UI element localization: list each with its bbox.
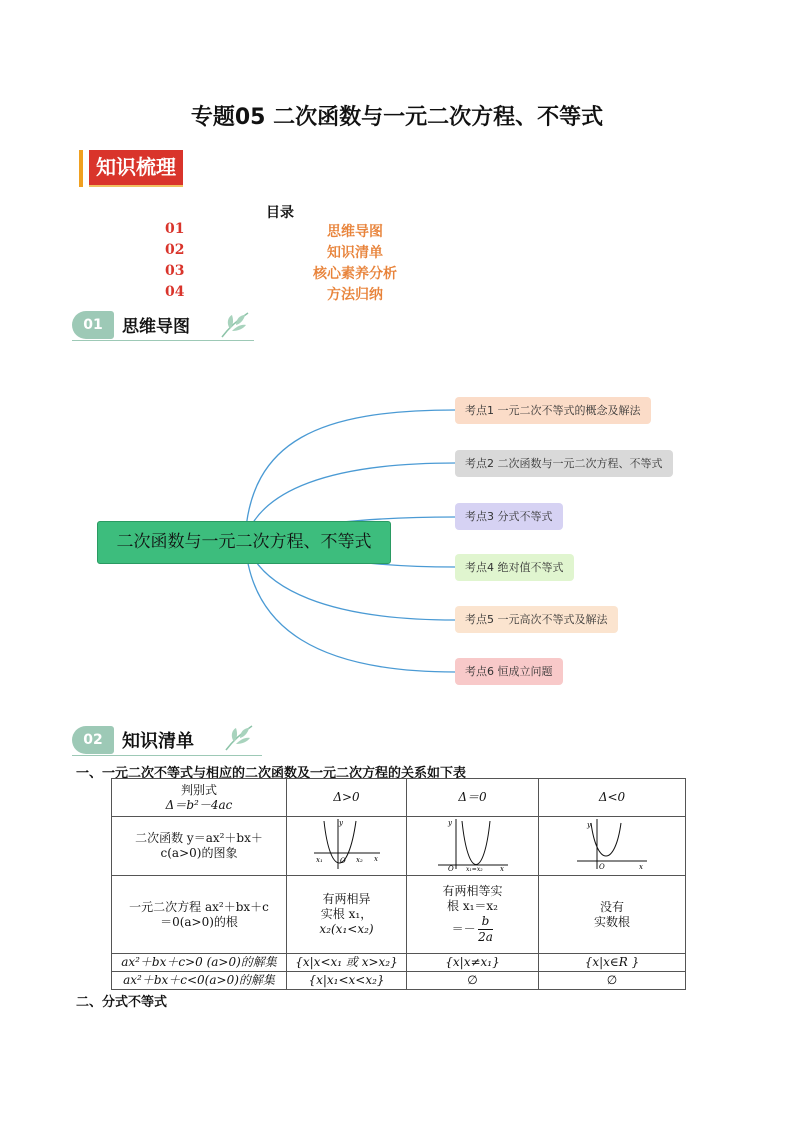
section-underline	[72, 340, 254, 341]
cell-line: 二次函数 y＝ax²＋bx＋	[135, 831, 263, 845]
cell-line: 判别式	[180, 782, 217, 797]
svg-text:x: x	[499, 865, 504, 871]
table-cell	[539, 817, 686, 876]
mindmap-node[interactable]: 考点1 一元二次不等式的概念及解法	[455, 397, 651, 424]
toc-item-label[interactable]: 方法归纳	[327, 287, 383, 303]
table-cell	[407, 817, 539, 876]
toc-item-label[interactable]: 思维导图	[327, 224, 383, 240]
mindmap-center-node[interactable]: 二次函数与一元二次方程、不等式	[97, 521, 391, 564]
toc-item-label[interactable]: 核心素养分析	[313, 266, 397, 282]
heading-fractional-inequality: 二、分式不等式	[76, 995, 168, 1010]
cell-line: 有两相等实	[442, 884, 503, 898]
table-row	[112, 779, 686, 817]
cell-line: 没有	[599, 899, 624, 914]
toc-item[interactable]	[165, 221, 465, 242]
toc-item-label[interactable]: 知识清单	[327, 245, 383, 261]
svg-text:x₂: x₂	[355, 856, 363, 864]
fraction-numerator: b	[478, 914, 494, 930]
toc-title: 目录	[266, 205, 294, 221]
leaf-icon	[222, 722, 258, 752]
cell-line: 实数根	[593, 914, 630, 929]
section-title: 思维导图	[122, 317, 190, 337]
heading-relationship: 一、一元二次不等式与相应的二次函数及一元二次方程的关系如下表	[76, 766, 467, 781]
cell-line: ＝－	[451, 922, 476, 936]
table-cell: Δ>0	[287, 779, 407, 817]
table-cell: ax²＋bx＋c>0 (a>0)的解集	[112, 954, 287, 972]
toc-item-number: 02	[165, 242, 185, 258]
table-cell	[112, 817, 287, 876]
table-cell: {x|x∈R }	[539, 954, 686, 972]
mindmap-node[interactable]: 考点5 一元高次不等式及解法	[455, 606, 618, 633]
table-cell	[287, 876, 407, 954]
table-row	[112, 817, 686, 876]
table-cell: ∅	[407, 972, 539, 990]
svg-text:y: y	[338, 819, 343, 827]
toc-item-number: 03	[165, 263, 185, 279]
mindmap-node[interactable]: 考点3 分式不等式	[455, 503, 563, 530]
table-cell: Δ＝0	[407, 779, 539, 817]
section-heading-mindmap	[72, 311, 257, 341]
section-number-badge: 02	[72, 726, 114, 754]
table-cell	[112, 779, 287, 817]
table-cell: Δ<0	[539, 779, 686, 817]
section-title: 知识清单	[122, 731, 194, 752]
mindmap-node[interactable]: 考点4 绝对值不等式	[455, 554, 574, 581]
section-number-badge: 01	[72, 311, 114, 339]
table-cell	[539, 876, 686, 954]
cell-line: Δ＝b²－4ac	[165, 797, 233, 812]
table-cell: {x|x₁<x<x₂}	[287, 972, 407, 990]
svg-text:O: O	[447, 865, 454, 871]
fraction	[478, 914, 494, 945]
table-cell	[407, 876, 539, 954]
banner-label: 知识梳理	[89, 150, 183, 187]
svg-text:x₁: x₁	[315, 856, 323, 864]
toc-item-number: 04	[165, 284, 185, 300]
toc-item[interactable]	[165, 263, 465, 284]
fraction-line	[411, 914, 534, 945]
svg-text:y: y	[587, 821, 591, 829]
table-cell: {x|x≠x₁}	[407, 954, 539, 972]
cell-line: x₂(x₁<x₂)	[319, 922, 374, 936]
svg-text:O: O	[599, 863, 605, 871]
table-cell: ∅	[539, 972, 686, 990]
table-row	[112, 876, 686, 954]
svg-text:x: x	[373, 855, 378, 863]
table-cell	[112, 876, 287, 954]
fraction-denominator: 2a	[478, 930, 493, 944]
cell-line: 根 x₁＝x₂	[447, 899, 498, 913]
cell-line: ＝0(a>0)的根	[160, 914, 238, 929]
section-banner	[79, 150, 183, 187]
table-cell	[287, 817, 407, 876]
cell-line: c(a>0)的图象	[160, 846, 238, 860]
toc-item-number: 01	[165, 221, 185, 237]
svg-text:O: O	[339, 857, 346, 865]
toc-item[interactable]	[165, 284, 465, 305]
parabola-no-root-graph	[575, 817, 649, 871]
mindmap-node[interactable]: 考点6 恒成立问题	[455, 658, 563, 685]
table-cell: {x|x<x₁ 或 x>x₂}	[287, 954, 407, 972]
table-row	[112, 972, 686, 990]
toc-item[interactable]	[165, 242, 465, 263]
section-underline	[72, 755, 262, 756]
svg-text:y: y	[447, 819, 452, 827]
mindmap-node[interactable]: 考点2 二次函数与一元二次方程、不等式	[455, 450, 673, 477]
section-heading-knowledge	[72, 726, 272, 756]
banner-accent-bar	[79, 150, 83, 187]
leaf-icon	[218, 311, 254, 339]
cell-line: 实根 x₁，	[320, 907, 373, 921]
parabola-one-root-graph	[436, 817, 510, 871]
parabola-two-roots-graph	[312, 817, 382, 871]
svg-text:x₁=x₂: x₁=x₂	[465, 866, 483, 871]
cell-line: 有两相异	[322, 892, 371, 906]
table-cell: ax²＋bx＋c<0(a>0)的解集	[112, 972, 287, 990]
page-title: 专题05 二次函数与一元二次方程、不等式	[190, 105, 604, 130]
relationship-table	[111, 778, 686, 990]
cell-line: 一元二次方程 ax²＋bx＋c	[129, 899, 269, 914]
table-row	[112, 954, 686, 972]
svg-text:x: x	[639, 863, 643, 871]
